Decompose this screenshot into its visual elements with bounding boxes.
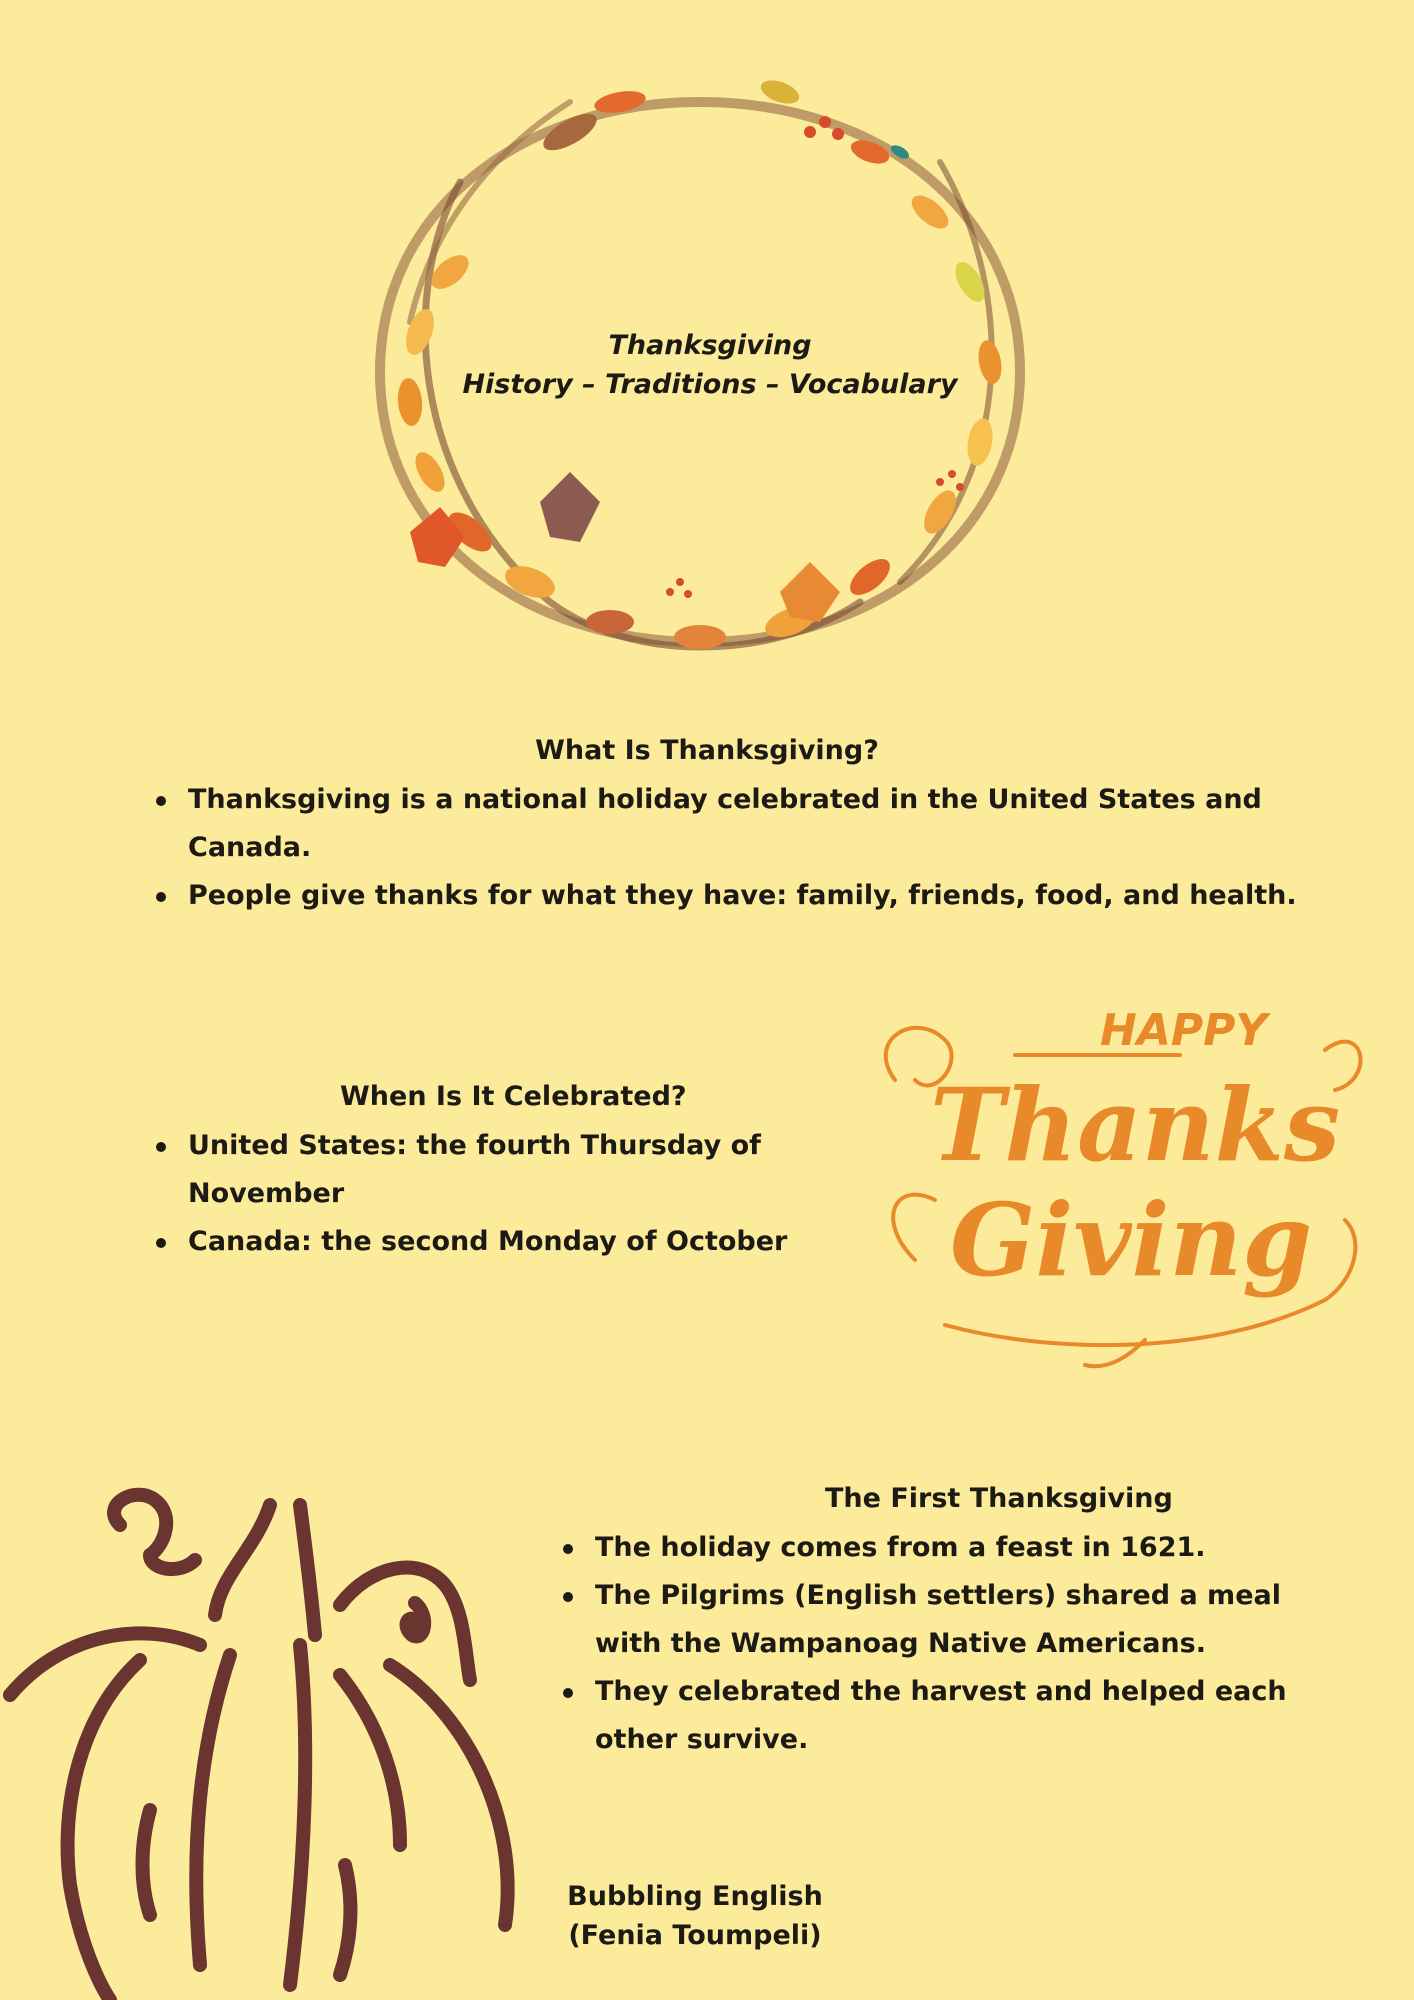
lettering-happy: HAPPY xyxy=(1100,1005,1268,1056)
section-heading-first-thanksgiving: The First Thanksgiving xyxy=(825,1483,1173,1514)
list-item: They celebrated the harvest and helped each other survive. xyxy=(555,1668,1355,1764)
list-item: United States: the fourth Thursday of November xyxy=(148,1122,868,1218)
list-item: The holiday comes from a feast in 1621. xyxy=(555,1524,1355,1572)
list-item: Thanksgiving is a national holiday celebrated in the United States and Canada. xyxy=(148,776,1348,872)
pumpkin-outline-illustration xyxy=(0,1485,560,2000)
list-item: People give thanks for what they have: family, friends, food, and health. xyxy=(148,872,1348,920)
first-thanksgiving-list xyxy=(555,1524,1355,1764)
title-line-1: Thanksgiving xyxy=(608,330,812,361)
document-title xyxy=(420,326,1000,404)
what-is-list xyxy=(148,776,1348,920)
when-list xyxy=(148,1122,868,1266)
happy-thanksgiving-lettering xyxy=(855,960,1375,1380)
author-brand: Bubbling English xyxy=(567,1881,823,1912)
author-credit xyxy=(540,1877,850,1955)
list-item: The Pilgrims (English settlers) shared a meal with the Wampanoag Native Americans. xyxy=(555,1572,1355,1668)
list-item: Canada: the second Monday of October xyxy=(148,1218,868,1266)
title-line-2: History – Traditions – Vocabulary xyxy=(462,369,958,400)
section-heading-what-is: What Is Thanksgiving? xyxy=(535,735,879,766)
author-name: (Fenia Toumpeli) xyxy=(568,1920,822,1951)
lettering-thanks: Thanks xyxy=(930,1066,1341,1184)
lettering-giving: Giving xyxy=(950,1181,1313,1299)
section-heading-when: When Is It Celebrated? xyxy=(340,1081,687,1112)
